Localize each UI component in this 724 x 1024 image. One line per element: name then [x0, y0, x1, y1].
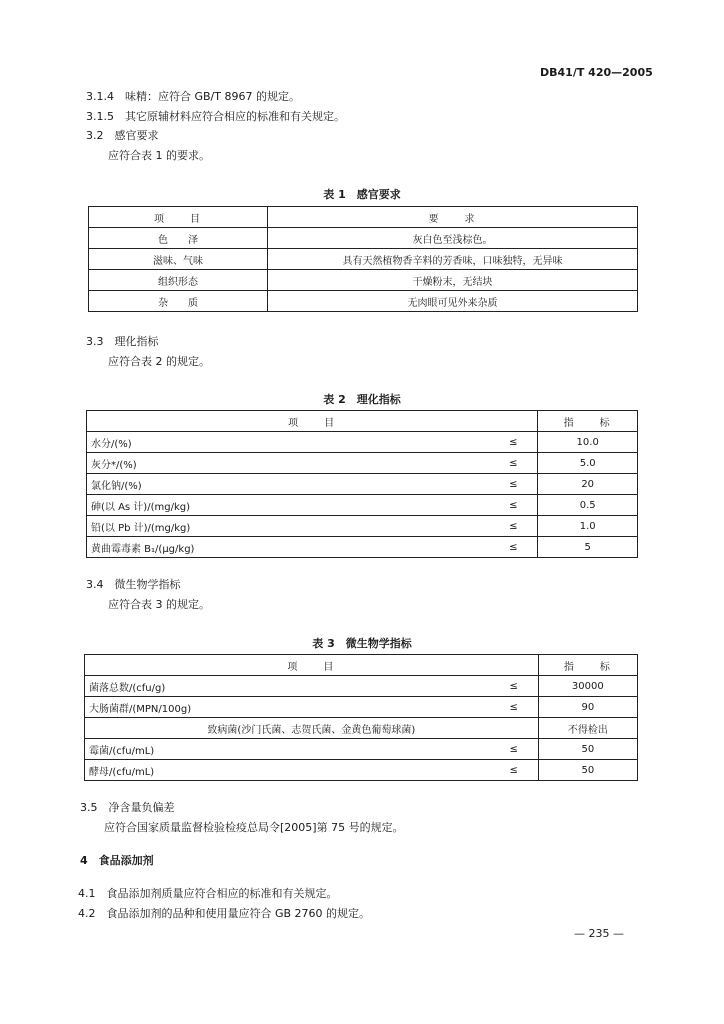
table2-title: 表 2 理化指标 [323, 393, 401, 406]
table-row [87, 495, 638, 516]
table3-cell-relation: ≤ [490, 739, 539, 760]
table2 [86, 410, 638, 558]
table2-cell-value: 20 [538, 474, 638, 495]
table-row [87, 432, 638, 453]
table-row [85, 718, 638, 739]
table-row [87, 516, 638, 537]
clause-3-2-heading: 3.2 感官要求 [86, 129, 159, 142]
clause-4-2: 4.2 食品添加剂的品种和使用量应符合 GB 2760 的规定。 [78, 907, 371, 920]
table3-cell-item: 酵母/(cfu/mL) [85, 760, 490, 781]
table1 [88, 206, 638, 312]
table3-cell-item: 菌落总数/(cfu/g) [85, 676, 490, 697]
page-number: — 235 — [574, 927, 624, 940]
table3-cell-value: 30000 [538, 676, 637, 697]
table-row [89, 291, 638, 312]
table3 [84, 654, 638, 781]
table2-cell-relation: ≤ [489, 495, 538, 516]
table2-cell-value: 10.0 [538, 432, 638, 453]
table2-cell-relation: ≤ [489, 453, 538, 474]
clause-3-2-body: 应符合表 1 的要求。 [108, 149, 210, 162]
table3-cell-value: 不得检出 [538, 718, 637, 739]
table2-cell-relation: ≤ [489, 474, 538, 495]
table3-title: 表 3 微生物学指标 [312, 637, 412, 650]
table3-cell-item: 霉菌/(cfu/mL) [85, 739, 490, 760]
table-row [87, 474, 638, 495]
table2-cell-value: 5.0 [538, 453, 638, 474]
clause-4-1: 4.1 食品添加剂质量应符合相应的标准和有关规定。 [78, 887, 338, 900]
table-row [89, 270, 638, 291]
table-row [85, 739, 638, 760]
table-row [89, 249, 638, 270]
table1-cell: 灰白色至浅棕色。 [268, 228, 638, 249]
clause-3-5-body: 应符合国家质量监督检验检疫总局令[2005]第 75 号的规定。 [104, 821, 404, 834]
table1-cell: 干燥粉末，无结块 [268, 270, 638, 291]
table2-cell-item: 铅(以 Pb 计)/(mg/kg) [87, 516, 490, 537]
table3-header-row [85, 655, 638, 676]
table-row [87, 537, 638, 558]
table2-cell-value: 1.0 [538, 516, 638, 537]
table-row [87, 453, 638, 474]
table-row [89, 228, 638, 249]
table3-cell-value: 50 [538, 739, 637, 760]
table2-header-item: 项 目 [87, 411, 538, 432]
clause-3-3-body: 应符合表 2 的规定。 [108, 355, 210, 368]
table2-cell-relation: ≤ [489, 432, 538, 453]
table3-cell-relation: ≤ [490, 697, 539, 718]
table3-cell-value: 90 [538, 697, 637, 718]
table1-cell: 组织形态 [89, 270, 268, 291]
table1-cell: 具有天然植物香辛料的芳香味，口味独特，无异味 [268, 249, 638, 270]
table2-cell-item: 砷(以 As 计)/(mg/kg) [87, 495, 490, 516]
table2-cell-relation: ≤ [489, 516, 538, 537]
clause-3-3-heading: 3.3 理化指标 [86, 335, 159, 348]
table-row [85, 676, 638, 697]
table1-cell: 无肉眼可见外来杂质 [268, 291, 638, 312]
table3-cell-relation: ≤ [490, 676, 539, 697]
table-row [85, 697, 638, 718]
table-row [85, 760, 638, 781]
table1-header-req: 要 求 [268, 207, 638, 228]
section-4-heading: 4 食品添加剂 [80, 854, 154, 867]
table3-cell-relation: ≤ [490, 760, 539, 781]
table1-cell: 滋味、气味 [89, 249, 268, 270]
clause-3-5-heading: 3.5 净含量负偏差 [80, 801, 175, 814]
clause-3-1-5: 3.1.5 其它原辅材料应符合相应的标准和有关规定。 [86, 110, 345, 123]
table2-cell-item: 氯化钠/(%) [87, 474, 490, 495]
table1-title: 表 1 感官要求 [323, 188, 401, 201]
table3-header-item: 项 目 [85, 655, 539, 676]
table3-cell-item: 致病菌(沙门氏菌、志贺氏菌、金黄色葡萄球菌) [85, 718, 539, 739]
table3-header-value: 指 标 [538, 655, 637, 676]
table1-header-row [89, 207, 638, 228]
clause-3-4-body: 应符合表 3 的规定。 [108, 598, 210, 611]
table3-cell-item: 大肠菌群/(MPN/100g) [85, 697, 490, 718]
table2-cell-item: 灰分*/(%) [87, 453, 490, 474]
doc-code: DB41/T 420—2005 [540, 66, 653, 79]
table2-cell-item: 黄曲霉毒素 B₁/(μg/kg) [87, 537, 490, 558]
clause-3-4-heading: 3.4 微生物学指标 [86, 578, 181, 591]
table2-cell-relation: ≤ [489, 537, 538, 558]
table2-header-row [87, 411, 638, 432]
table1-cell: 色 泽 [89, 228, 268, 249]
table1-header-item: 项 目 [89, 207, 268, 228]
table1-cell: 杂 质 [89, 291, 268, 312]
table3-cell-value: 50 [538, 760, 637, 781]
clause-3-1-4: 3.1.4 味精：应符合 GB/T 8967 的规定。 [86, 90, 300, 103]
table2-cell-item: 水分/(%) [87, 432, 490, 453]
table2-header-value: 指 标 [538, 411, 638, 432]
table2-cell-value: 0.5 [538, 495, 638, 516]
table2-cell-value: 5 [538, 537, 638, 558]
